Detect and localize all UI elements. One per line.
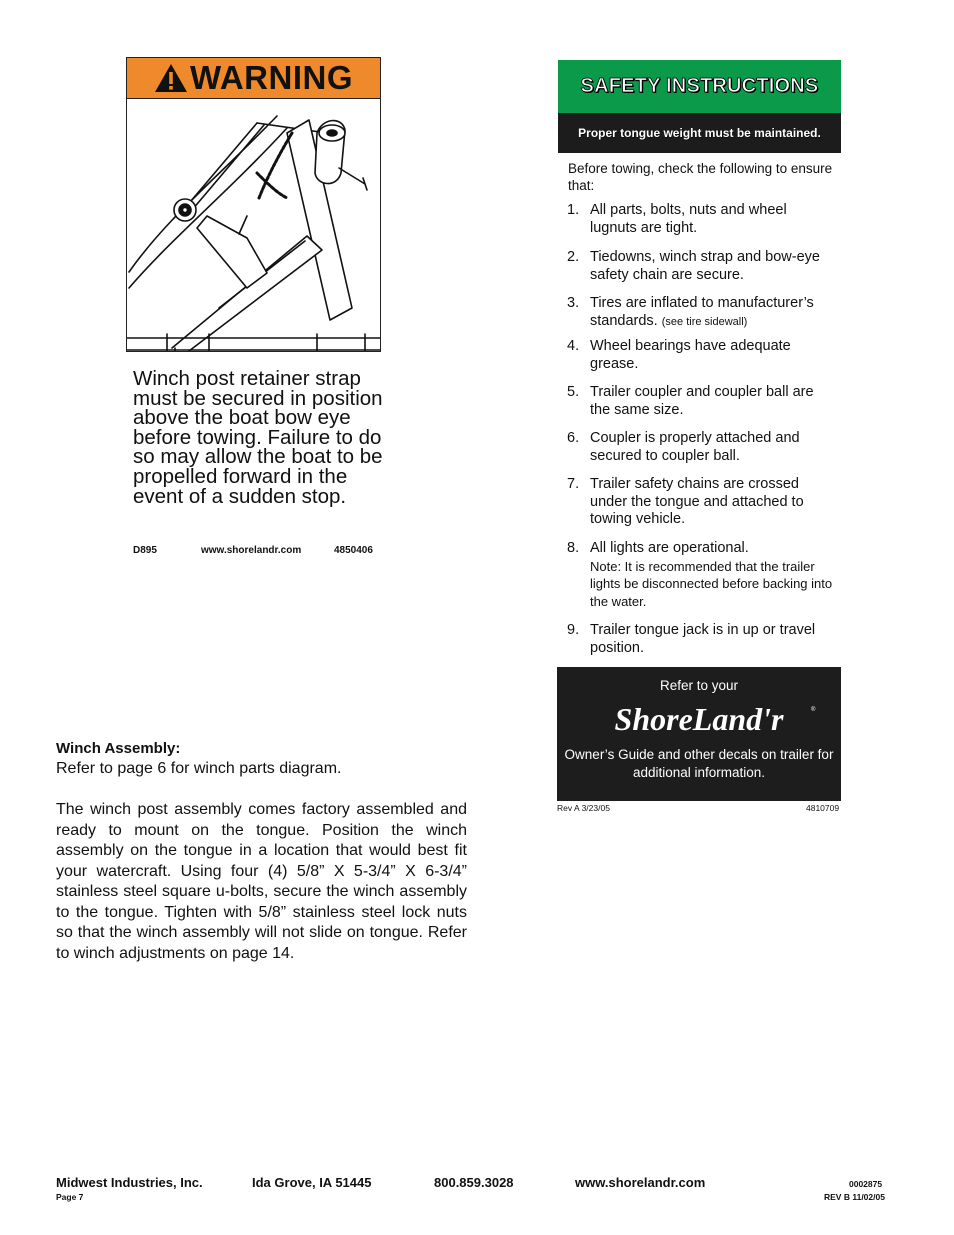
warning-title: WARNING <box>190 59 353 96</box>
item-number: 8. <box>567 540 580 556</box>
warning-message: Winch post retainer strap must be secured in position above the boat bow eye before towing. Failure to do so may allow the boat to be propelled forward in the event of a sudden stop. <box>133 367 383 508</box>
item-number: 2. <box>567 249 580 265</box>
doc-revision: REV B 11/02/05 <box>824 1192 885 1202</box>
winch-assembly-section <box>56 739 467 964</box>
footer-website: www.shorelandr.com <box>575 1175 706 1190</box>
item-number: 5. <box>567 384 580 400</box>
svg-text:®: ® <box>811 707 816 713</box>
item-text: All parts, bolts, nuts and wheel lugnuts are tight. <box>590 202 787 236</box>
safety-subtitle: Proper tongue weight must be maintained. <box>578 126 821 140</box>
section-paragraph: The winch post assembly comes factory assembled and ready to mount on the tongue. Position the winch assembly on the tongue in a location that would best fit your watercraft. Using four (4) 5/8” X 5-3/4” X 6-3/4” stainless steel square u-bolts, secure the winch assembly to the tongue. Tighten with 5/8” stainless steel lock nuts so that the winch assembly will not slide on tongue. Refer to winch adjustments on page 14. <box>56 801 467 962</box>
item-number: 6. <box>567 430 580 446</box>
warning-header <box>127 58 380 99</box>
item-text: Wheel bearings have adequate grease. <box>590 338 791 372</box>
item-text: Tiedowns, winch strap and bow-eye safety chain are secure. <box>590 249 820 283</box>
item-number: 3. <box>567 295 580 311</box>
decal-code: D895 <box>133 545 157 556</box>
item-number: 4. <box>567 338 580 354</box>
decal-part-number: 4850406 <box>334 545 373 556</box>
safety-body <box>558 153 841 656</box>
safety-title: SAFETY INSTRUCTIONS <box>580 75 819 97</box>
refer-part-number: 4810709 <box>806 803 840 813</box>
item-number: 1. <box>567 202 580 218</box>
section-heading: Winch Assembly: <box>56 740 181 757</box>
footer-phone: 800.859.3028 <box>434 1175 514 1190</box>
shorelandr-logo <box>579 701 819 739</box>
warning-decal <box>126 57 381 352</box>
item-note: Note: It is recommended that the trailer lights be disconnected before backing into the water. <box>590 558 833 610</box>
footer-city: Ida Grove, IA 51445 <box>252 1175 372 1190</box>
warning-triangle-icon <box>154 63 188 93</box>
safety-intro: Before towing, check the following to ensure that: <box>568 161 833 193</box>
item-text: Tires are inflated to manufacturer’s standards. <box>590 295 814 329</box>
refer-box <box>557 667 841 801</box>
decal-website: www.shorelandr.com <box>201 545 302 556</box>
footer-company: Midwest Industries, Inc. <box>56 1175 203 1190</box>
logo-text: ShoreLand'r <box>614 701 784 737</box>
item-text: Trailer coupler and coupler ball are the same size. <box>590 384 814 418</box>
safety-subheader <box>558 113 841 153</box>
item-small-note: (see tire sidewall) <box>661 315 748 328</box>
refer-line: Refer to your <box>659 678 739 693</box>
item-number: 7. <box>567 476 580 492</box>
doc-number: 0002875 <box>849 1179 883 1189</box>
safety-header <box>558 60 841 113</box>
item-text: Trailer tongue jack is in up or travel position. <box>590 622 816 656</box>
refer-rest: Owner’s Guide and other decals on trailer for additional information. <box>564 747 834 780</box>
item-text: All lights are operational. <box>590 540 749 556</box>
item-number: 9. <box>567 622 580 638</box>
item-text: Trailer safety chains are crossed under the tongue and attached to towing vehicle. <box>590 476 804 527</box>
winch-post-illustration <box>127 98 380 351</box>
page-number: Page 7 <box>56 1192 84 1202</box>
refer-revision: Rev A 3/23/05 <box>557 803 610 813</box>
section-reference: Refer to page 6 for winch parts diagram. <box>56 760 342 777</box>
item-text: Coupler is properly attached and secured to coupler ball. <box>590 430 800 464</box>
